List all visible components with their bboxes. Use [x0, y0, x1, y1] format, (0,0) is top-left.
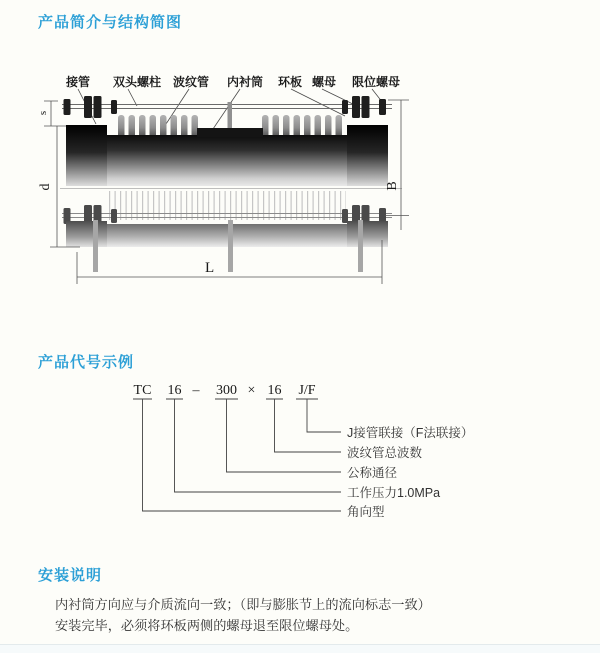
code-callout-lines — [133, 399, 341, 511]
install-instructions — [55, 594, 555, 636]
code-token-dash: – — [192, 383, 200, 398]
part-label-nut: 螺母 — [312, 75, 337, 89]
section-title-intro: 产品简介与结构简图 — [38, 14, 183, 31]
code-annotations — [347, 425, 473, 519]
structure-diagram — [30, 62, 450, 312]
nuts-upper — [64, 96, 387, 118]
part-label-stud: 双头螺柱 — [113, 75, 162, 89]
part-label-connecting-pipe: 接管 — [66, 75, 91, 89]
annotation-angular-type: 角向型 — [347, 505, 385, 519]
install-line-1: 内衬筒方向应与介质流向一致；（即与膨胀节上的流向标志一致） — [55, 597, 431, 612]
annotation-connection: J接管联接（F法联接） — [347, 426, 474, 440]
code-token-dn: 300 — [216, 383, 237, 398]
dim-s: s — [37, 110, 49, 116]
section-title-code: 产品代号示例 — [38, 354, 135, 371]
part-label-bellows: 波纹管 — [173, 75, 210, 89]
part-labels — [65, 74, 400, 89]
install-line-2: 安装完毕，必须将环板两侧的螺母退至限位螺母处。 — [55, 618, 359, 633]
code-token-waves: 16 — [267, 383, 282, 398]
dim-L: L — [205, 260, 215, 276]
annotation-nominal-diameter: 公称通径 — [347, 466, 398, 480]
annotation-wave-count: 波纹管总波数 — [347, 446, 423, 460]
code-token-connection: J/F — [298, 383, 316, 398]
product-code-figure — [0, 375, 600, 530]
annotation-working-pressure: 工作压力1.0MPa — [347, 486, 441, 500]
center-stud-upper — [228, 102, 233, 131]
code-tokens — [134, 383, 316, 398]
dim-d: d — [38, 183, 53, 191]
dim-B: B — [385, 181, 400, 191]
code-token-pressure: 16 — [167, 383, 182, 398]
part-label-ring-plate: 环板 — [278, 75, 303, 89]
part-label-limit-nut: 限位螺母 — [352, 75, 401, 89]
body-lower — [66, 221, 388, 247]
section-title-install: 安装说明 — [38, 567, 103, 584]
liner-band — [197, 128, 263, 137]
part-label-liner: 内衬筒 — [227, 75, 264, 89]
code-token-type: TC — [133, 383, 152, 398]
code-token-times: × — [247, 383, 256, 398]
